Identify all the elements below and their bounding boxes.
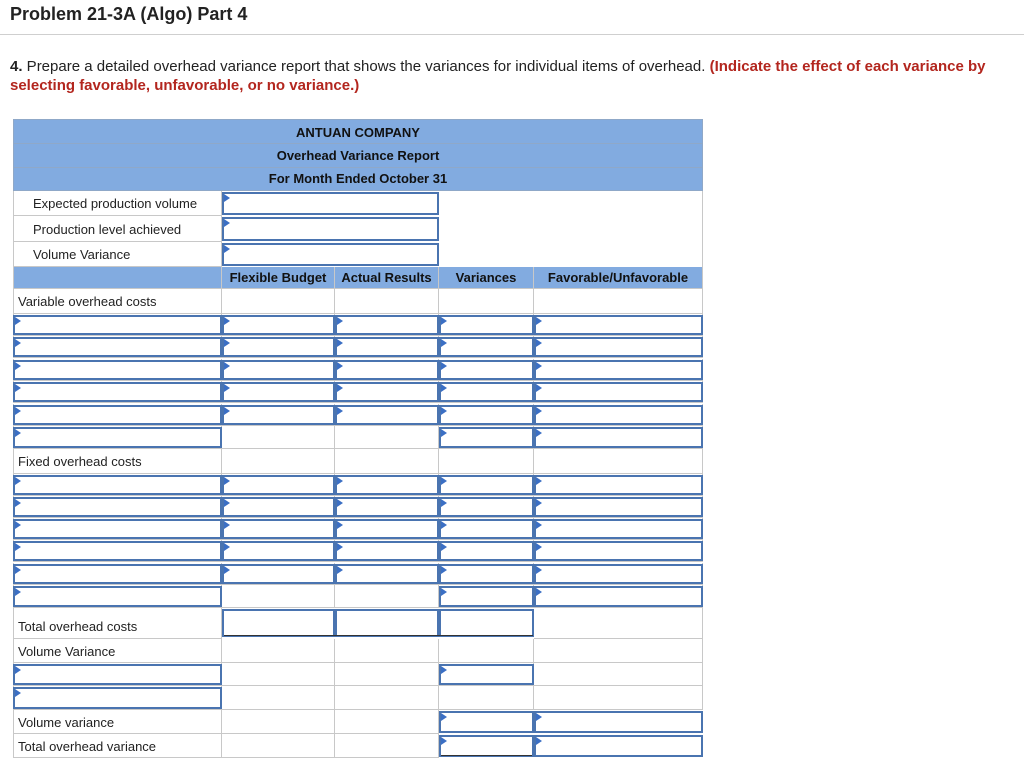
- dropdown-indicator-icon: [15, 543, 21, 551]
- fixed-item-2-fav-unfav-input[interactable]: [534, 497, 703, 517]
- variable-item-3-fav-unfav-input[interactable]: [534, 360, 703, 380]
- fixed-item-5-item-input[interactable]: [13, 564, 222, 584]
- volume-variance-header-row: [13, 639, 703, 663]
- dropdown-indicator-icon: [15, 339, 21, 347]
- volume-variance-total-label: Volume variance: [18, 714, 115, 730]
- fixed-item-2-item-input[interactable]: [13, 497, 222, 517]
- col-variances: Variances: [439, 267, 534, 289]
- dropdown-indicator-icon: [441, 384, 447, 392]
- dropdown-indicator-icon: [441, 521, 447, 529]
- total-variance-underline: [441, 755, 532, 756]
- production-level-achieved-label: Production level achieved: [33, 221, 182, 237]
- cell: [222, 585, 335, 608]
- dropdown-indicator-icon: [224, 477, 230, 485]
- fixed-item-5-flexible-budget-input[interactable]: [222, 564, 335, 584]
- dropdown-indicator-icon: [337, 499, 343, 507]
- dropdown-indicator-icon: [15, 477, 21, 485]
- variable-item-4-item-input[interactable]: [13, 382, 222, 402]
- fixed-item-1-variance-input[interactable]: [439, 475, 534, 495]
- variable-item-1-actual-results-input[interactable]: [335, 315, 439, 335]
- dropdown-indicator-icon: [224, 407, 230, 415]
- variable-overhead-header-row: [13, 289, 703, 314]
- instruction-note: (Indicate the effect of each variance by selecting favorable, unfavorable, or no variance.): [10, 58, 986, 94]
- instruction-text: Prepare a detailed overhead variance report that shows the variances for individual items of overhead.: [22, 58, 710, 75]
- dropdown-indicator-icon: [337, 543, 343, 551]
- cell: [439, 686, 534, 710]
- variable-item-3-variance-input[interactable]: [439, 360, 534, 380]
- dropdown-indicator-icon: [224, 543, 230, 551]
- cell: [335, 585, 439, 608]
- variable-item-5-actual-results-input[interactable]: [335, 405, 439, 425]
- dropdown-indicator-icon: [15, 317, 21, 325]
- variable-item-4-flexible-budget-input[interactable]: [222, 382, 335, 402]
- fixed-item-3-actual-results-input[interactable]: [335, 519, 439, 539]
- dropdown-indicator-icon: [15, 499, 21, 507]
- variable-item-4-actual-results-input[interactable]: [335, 382, 439, 402]
- variable-item-4: [13, 381, 703, 403]
- expected-production-volume-label: Expected production volume: [33, 196, 198, 211]
- dropdown-indicator-icon: [15, 666, 21, 674]
- dropdown-indicator-icon: [224, 499, 230, 507]
- dropdown-indicator-icon: [536, 521, 542, 529]
- total-double-underline: [224, 635, 533, 636]
- total-overhead-variance-label: Total overhead variance: [18, 738, 157, 754]
- fixed-overhead-label: Fixed overhead costs: [18, 454, 142, 469]
- dropdown-indicator-icon: [536, 543, 542, 551]
- cell: [222, 663, 335, 686]
- fixed-item-2-flexible-budget-input[interactable]: [222, 497, 335, 517]
- dropdown-indicator-icon: [536, 588, 542, 596]
- variable-subtotal-variance-input[interactable]: [439, 427, 534, 448]
- col-actual-results: Actual Results: [335, 267, 439, 289]
- column-header-row: [13, 267, 703, 289]
- cell: [222, 686, 335, 710]
- production-level-achieved-input[interactable]: [222, 217, 439, 241]
- fixed-subtotal-item-input[interactable]: [13, 586, 222, 607]
- dropdown-indicator-icon: [224, 521, 230, 529]
- total-overhead-variance-input[interactable]: [439, 735, 534, 757]
- total-overhead-costs-label: Total overhead costs: [18, 619, 138, 634]
- variable-item-2: [13, 336, 703, 358]
- variable-item-1-fav-unfav-input[interactable]: [534, 315, 703, 335]
- dropdown-indicator-icon: [441, 543, 447, 551]
- dropdown-indicator-icon: [15, 521, 21, 529]
- dropdown-indicator-icon: [15, 588, 21, 596]
- dropdown-indicator-icon: [441, 429, 447, 437]
- report-title: Overhead Variance Report: [13, 144, 703, 168]
- col-flexible-budget: Flexible Budget: [222, 267, 335, 289]
- instructions: [10, 57, 1000, 95]
- instruction-number: 4.: [10, 58, 23, 75]
- variable-subtotal-item-input[interactable]: [13, 427, 222, 448]
- dropdown-indicator-icon: [337, 317, 343, 325]
- total-overhead-variance-fav-select[interactable]: [534, 735, 703, 757]
- dropdown-indicator-icon: [441, 317, 447, 325]
- dropdown-indicator-icon: [337, 384, 343, 392]
- volume-variance-item-1-item-input[interactable]: [13, 664, 222, 685]
- total-overhead-variance-row: [13, 734, 703, 758]
- variable-item-1-item-input[interactable]: [13, 315, 222, 335]
- dropdown-indicator-icon: [15, 384, 21, 392]
- dropdown-indicator-icon: [536, 407, 542, 415]
- report-company: ANTUAN COMPANY: [13, 119, 703, 144]
- volume-variance-total-input[interactable]: [439, 711, 534, 733]
- fixed-item-1-flexible-budget-input[interactable]: [222, 475, 335, 495]
- dropdown-indicator-icon: [337, 477, 343, 485]
- dropdown-indicator-icon: [536, 339, 542, 347]
- fixed-item-5-fav-unfav-input[interactable]: [534, 564, 703, 584]
- dropdown-indicator-icon: [15, 566, 21, 574]
- dropdown-indicator-icon: [15, 407, 21, 415]
- fixed-item-5-actual-results-input[interactable]: [335, 564, 439, 584]
- total-overhead-costs-row: [13, 608, 703, 639]
- fixed-item-3-flexible-budget-input[interactable]: [222, 519, 335, 539]
- dropdown-indicator-icon: [337, 339, 343, 347]
- dropdown-indicator-icon: [536, 384, 542, 392]
- dropdown-indicator-icon: [15, 362, 21, 370]
- volume-variance-total-row: [13, 710, 703, 734]
- dropdown-indicator-icon: [536, 317, 542, 325]
- variable-item-4-variance-input[interactable]: [439, 382, 534, 402]
- fixed-item-2: [13, 496, 703, 518]
- cell: [335, 426, 439, 449]
- fixed-item-3-variance-input[interactable]: [439, 519, 534, 539]
- blank-area: [439, 191, 703, 267]
- dropdown-indicator-icon: [224, 384, 230, 392]
- dropdown-indicator-icon: [441, 499, 447, 507]
- fixed-item-4-flexible-budget-input[interactable]: [222, 541, 335, 561]
- fixed-item-1-fav-unfav-input[interactable]: [534, 475, 703, 495]
- variable-item-1-flexible-budget-input[interactable]: [222, 315, 335, 335]
- dropdown-indicator-icon: [536, 499, 542, 507]
- cell: [335, 686, 439, 710]
- dropdown-indicator-icon: [224, 339, 230, 347]
- page-title: Problem 21-3A (Algo) Part 4: [10, 4, 248, 24]
- total-flexible-budget-input[interactable]: [222, 609, 335, 637]
- fixed-item-4-variance-input[interactable]: [439, 541, 534, 561]
- fixed-item-1: [13, 474, 703, 496]
- dropdown-indicator-icon: [441, 477, 447, 485]
- dropdown-indicator-icon: [337, 566, 343, 574]
- dropdown-indicator-icon: [337, 407, 343, 415]
- cell: [335, 663, 439, 686]
- total-variances-input[interactable]: [439, 609, 534, 637]
- cell: [534, 663, 703, 686]
- volume-variance-item-2: [13, 686, 703, 710]
- dropdown-indicator-icon: [224, 362, 230, 370]
- cell: [534, 686, 703, 710]
- volume-variance-item-1-variance-input[interactable]: [439, 664, 534, 685]
- dropdown-indicator-icon: [536, 429, 542, 437]
- fixed-item-1-actual-results-input[interactable]: [335, 475, 439, 495]
- dropdown-indicator-icon: [441, 666, 447, 674]
- dropdown-indicator-icon: [337, 362, 343, 370]
- variable-item-3-actual-results-input[interactable]: [335, 360, 439, 380]
- dropdown-indicator-icon: [536, 477, 542, 485]
- fixed-item-4-actual-results-input[interactable]: [335, 541, 439, 561]
- volume-variance-input[interactable]: [222, 243, 439, 266]
- volume-variance-total-fav-select[interactable]: [534, 711, 703, 733]
- variable-subtotal: [13, 426, 703, 449]
- divider: [0, 34, 1024, 35]
- dropdown-indicator-icon: [441, 566, 447, 574]
- variable-item-5: [13, 404, 703, 426]
- variable-item-1: [13, 314, 703, 336]
- variable-item-4-fav-unfav-input[interactable]: [534, 382, 703, 402]
- volume-variance-section-label: Volume Variance: [18, 643, 116, 659]
- dropdown-indicator-icon: [536, 566, 542, 574]
- fixed-item-5: [13, 563, 703, 585]
- variable-item-5-item-input[interactable]: [13, 405, 222, 425]
- volume-variance-item-1: [13, 663, 703, 686]
- variable-item-2-flexible-budget-input[interactable]: [222, 337, 335, 357]
- fixed-item-3-item-input[interactable]: [13, 519, 222, 539]
- variable-item-3-item-input[interactable]: [13, 360, 222, 380]
- variable-item-5-flexible-budget-input[interactable]: [222, 405, 335, 425]
- dropdown-indicator-icon: [441, 339, 447, 347]
- fixed-item-5-variance-input[interactable]: [439, 564, 534, 584]
- fixed-item-4-item-input[interactable]: [13, 541, 222, 561]
- variable-item-3: [13, 359, 703, 381]
- fixed-subtotal-fav-unfav-input[interactable]: [534, 586, 703, 607]
- variable-item-5-fav-unfav-input[interactable]: [534, 405, 703, 425]
- dropdown-indicator-icon: [224, 566, 230, 574]
- fixed-item-1-item-input[interactable]: [13, 475, 222, 495]
- dropdown-indicator-icon: [441, 407, 447, 415]
- fixed-item-3: [13, 518, 703, 540]
- col-favorable-unfavorable: Favorable/Unfavorable: [534, 267, 703, 289]
- expected-production-volume-input[interactable]: [222, 192, 439, 215]
- variable-subtotal-fav-unfav-input[interactable]: [534, 427, 703, 448]
- variable-item-2-fav-unfav-input[interactable]: [534, 337, 703, 357]
- dropdown-indicator-icon: [536, 362, 542, 370]
- dropdown-indicator-icon: [337, 521, 343, 529]
- variable-item-3-flexible-budget-input[interactable]: [222, 360, 335, 380]
- dropdown-indicator-icon: [441, 362, 447, 370]
- report-period: For Month Ended October 31: [13, 168, 703, 191]
- fixed-item-2-variance-input[interactable]: [439, 497, 534, 517]
- dropdown-indicator-icon: [15, 429, 21, 437]
- cell: [222, 426, 335, 449]
- variable-item-2-item-input[interactable]: [13, 337, 222, 357]
- variable-item-2-actual-results-input[interactable]: [335, 337, 439, 357]
- volume-variance-label: Volume Variance: [33, 247, 131, 262]
- variable-overhead-label: Variable overhead costs: [18, 294, 157, 309]
- fixed-subtotal: [13, 585, 703, 608]
- volume-variance-item-2-item-input[interactable]: [13, 687, 222, 709]
- fixed-item-3-fav-unfav-input[interactable]: [534, 519, 703, 539]
- dropdown-indicator-icon: [441, 588, 447, 596]
- total-actual-results-input[interactable]: [335, 609, 439, 637]
- variable-item-5-variance-input[interactable]: [439, 405, 534, 425]
- variable-item-1-variance-input[interactable]: [439, 315, 534, 335]
- fixed-item-4-fav-unfav-input[interactable]: [534, 541, 703, 561]
- variable-item-2-variance-input[interactable]: [439, 337, 534, 357]
- fixed-item-2-actual-results-input[interactable]: [335, 497, 439, 517]
- fixed-overhead-header-row: [13, 449, 703, 474]
- dropdown-indicator-icon: [224, 317, 230, 325]
- fixed-item-4: [13, 540, 703, 562]
- dropdown-indicator-icon: [15, 689, 21, 697]
- fixed-subtotal-variance-input[interactable]: [439, 586, 534, 607]
